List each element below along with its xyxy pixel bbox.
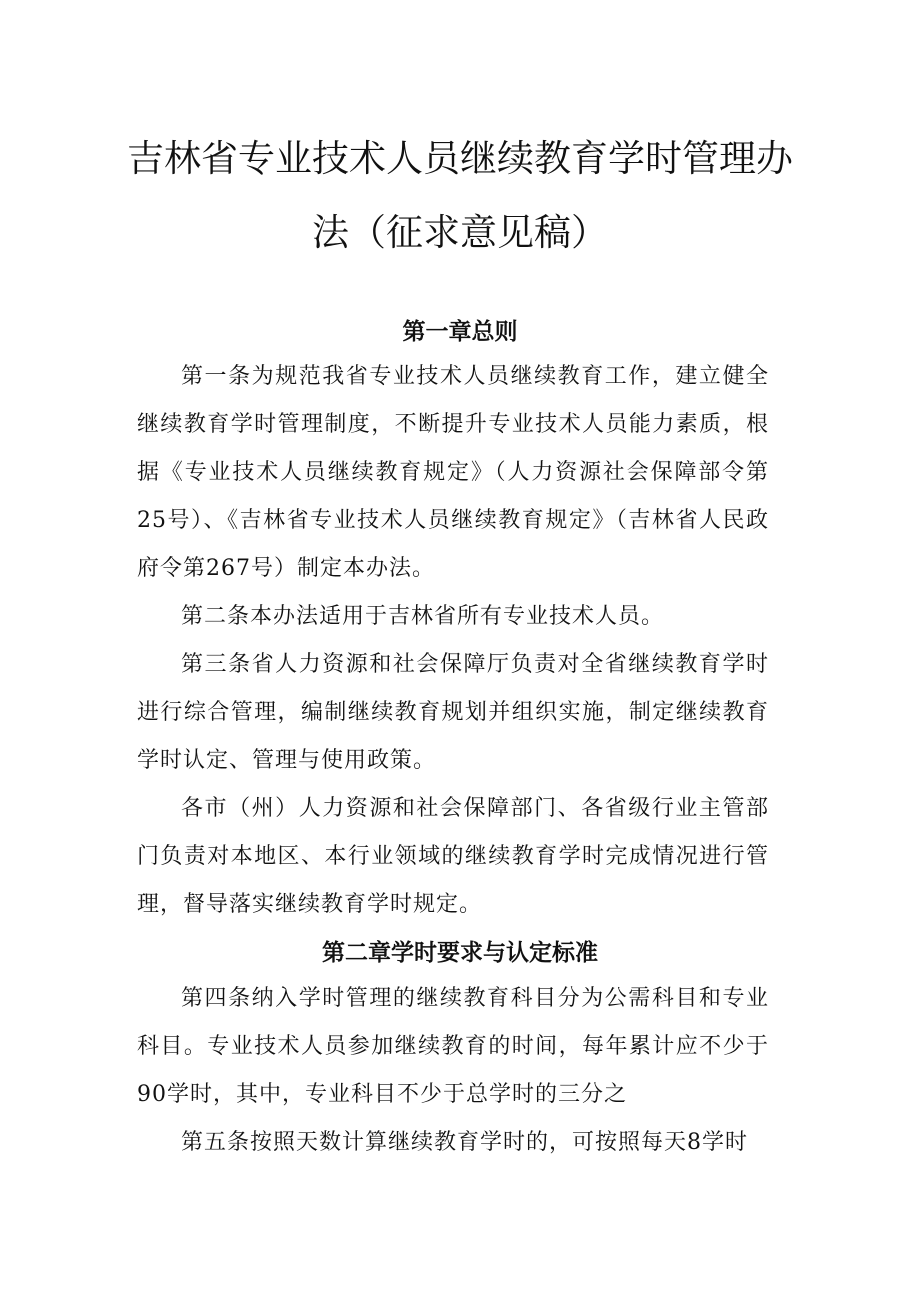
article-4: 第四条纳入学时管理的继续教育科目分为公需科目和专业科目。专业技术人员参加继续教育的时间，每年累计应不少于90学时，其中，专业科目不少于总学时的三分之: [137, 986, 769, 1107]
article-2: 第二条本办法适用于吉林省所有专业技术人员。: [181, 604, 665, 629]
article-5: 第五条按照天数计算继续教育学时的，可按照每天8学时: [181, 1130, 748, 1155]
article-1: 第一条为规范我省专业技术人员继续教育工作，建立健全继续教育学时管理制度，不断提升专业技术人员能力素质，根据《专业技术人员继续教育规定》（人力资源社会保障部令第25号）、《吉林省专业技术人员继续教育规定》（吉林省人民政府令第267号）制定本办法。: [137, 364, 769, 581]
article-3-paragraph-2: 各市（州）人力资源和社会保障部门、各省级行业主管部门负责对本地区、本行业领域的继续教育学时完成情况进行管理，督导落实继续教育学时规定。: [137, 796, 769, 917]
article-3: 第三条省人力资源和社会保障厅负责对全省继续教育学时进行综合管理，编制继续教育规划并组织实施，制定继续教育学时认定、管理与使用政策。: [137, 652, 769, 773]
chapter-heading-2: 第二章学时要求与认定标准: [322, 940, 598, 966]
document-title-line-1: 吉林省专业技术人员继续教育学时管理办: [127, 137, 793, 180]
document-title-line-2: 法（征求意见稿）: [312, 211, 608, 254]
chapter-heading-1: 第一章总则: [402, 319, 518, 345]
